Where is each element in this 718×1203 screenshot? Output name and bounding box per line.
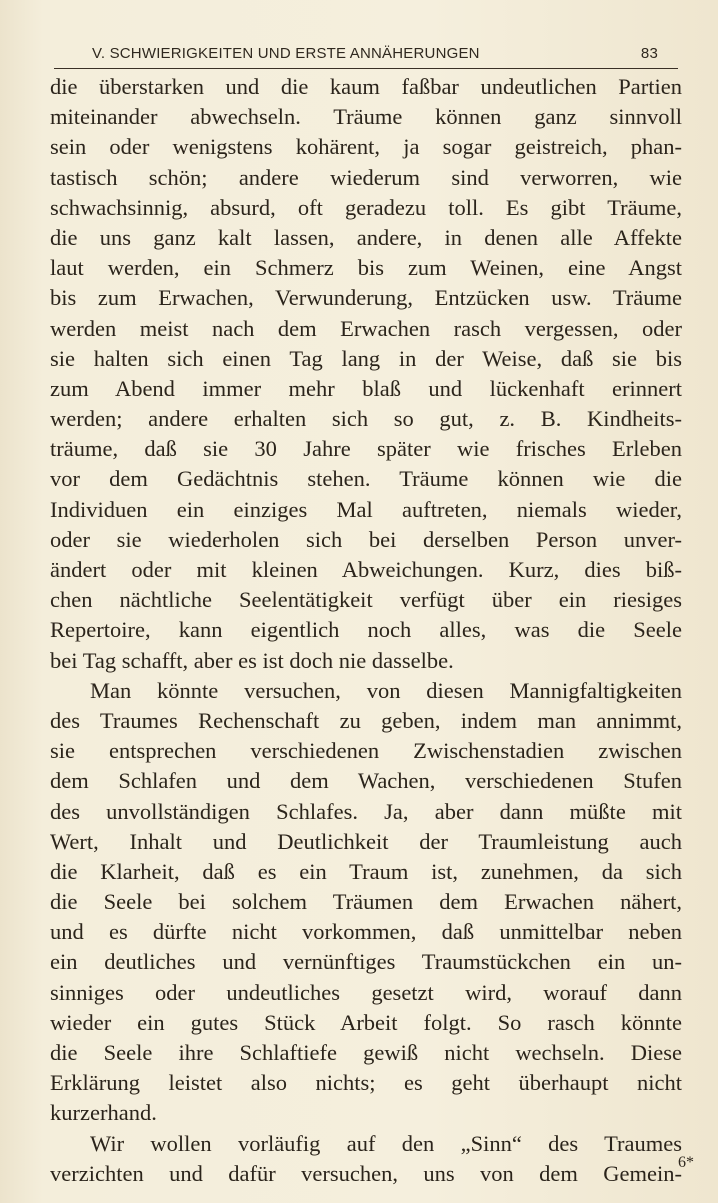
text-line: miteinander abwechseln. Träume können ganz sinnvoll [50, 104, 682, 130]
text-line: kurzerhand. [50, 1100, 157, 1126]
text-line: Wert, Inhalt und Deutlichkeit der Traumleistung auch [50, 828, 682, 854]
text-line: die Klarheit, daß es ein Traum ist, zunehmen, da sich [50, 858, 682, 884]
text-line: sein oder wenigstens kohärent, ja sogar geistreich, phan- [50, 134, 682, 160]
text-line: verzichten und dafür versuchen, uns von dem Gemein- [50, 1160, 682, 1186]
text-line: und es dürfte nicht vorkommen, daß unmittelbar neben [50, 919, 682, 945]
text-line: tastisch schön; andere wiederum sind verworren, wie [50, 164, 682, 190]
text-line: werden meist nach dem Erwachen rasch vergessen, oder [50, 315, 682, 341]
text-line: werden; andere erhalten sich so gut, z. B. Kindheits- [50, 406, 682, 432]
text-line: laut werden, ein Schmerz bis zum Weinen, eine Angst [50, 255, 682, 281]
text-line: dem Schlafen und dem Wachen, verschiedenen Stufen [50, 768, 682, 794]
text-line: vor dem Gedächtnis stehen. Träume können wie die [50, 466, 682, 492]
text-line: Wir wollen vorläufig auf den „Sinn“ des Traumes [90, 1130, 682, 1156]
text-line: bei Tag schafft, aber es ist doch nie dasselbe. [50, 647, 454, 673]
text-line: oder sie wiederholen sich bei derselben Person unver- [50, 526, 682, 552]
text-line: chen nächtliche Seelentätigkeit verfügt über ein riesiges [50, 587, 682, 613]
signature-mark: 6* [678, 1154, 694, 1171]
text-line: des unvollständigen Schlafes. Ja, aber dann müßte mit [50, 798, 682, 824]
text-line: sie halten sich einen Tag lang in der Weise, daß sie bis [50, 345, 682, 371]
body-text [50, 72, 682, 1189]
text-line: die Seele ihre Schlaftiefe gewiß nicht wechseln. Diese [50, 1040, 682, 1065]
text-line: Repertoire, kann eigentlich noch alles, was die Seele [50, 617, 682, 643]
running-header [54, 40, 678, 69]
text-line: schwachsinnig, absurd, oft geradezu toll. Es gibt Träume, [50, 194, 682, 220]
text-line: des Traumes Rechenschaft zu geben, indem man annimmt, [50, 707, 682, 733]
text-line: Erklärung leistet also nichts; es geht überhaupt nicht [50, 1070, 682, 1096]
text-line: ein deutliches und vernünftiges Traumstückchen ein un- [50, 949, 682, 975]
page-number: 83 [640, 45, 658, 62]
text-line: zum Abend immer mehr blaß und lückenhaft erinnert [50, 375, 682, 401]
running-title: V. SCHWIERIGKEITEN UND ERSTE ANNÄHERUNGEN [92, 45, 480, 62]
text-line: sie entsprechen verschiedenen Zwischenstadien zwischen [50, 738, 682, 764]
text-line: wieder ein gutes Stück Arbeit folgt. So rasch könnte [50, 1009, 682, 1035]
text-line: träume, daß sie 30 Jahre später wie frisches Erleben [50, 436, 682, 462]
text-line: die Seele bei solchem Träumen dem Erwachen nähert, [50, 889, 682, 915]
text-line: Man könnte versuchen, von diesen Mannigfaltigkeiten [90, 677, 682, 703]
text-line: die überstarken und die kaum faßbar undeutlichen Partien [50, 74, 682, 99]
text-line: bis zum Erwachen, Verwunderung, Entzücken usw. Träume [50, 285, 682, 311]
text-line: Individuen ein einziges Mal auftreten, niemals wieder, [50, 496, 682, 522]
text-line: die uns ganz kalt lassen, andere, in denen alle Affekte [50, 224, 682, 250]
text-line: ändert oder mit kleinen Abweichungen. Kurz, dies biß- [50, 557, 682, 582]
text-line: sinniges oder undeutliches gesetzt wird, worauf dann [50, 979, 682, 1005]
